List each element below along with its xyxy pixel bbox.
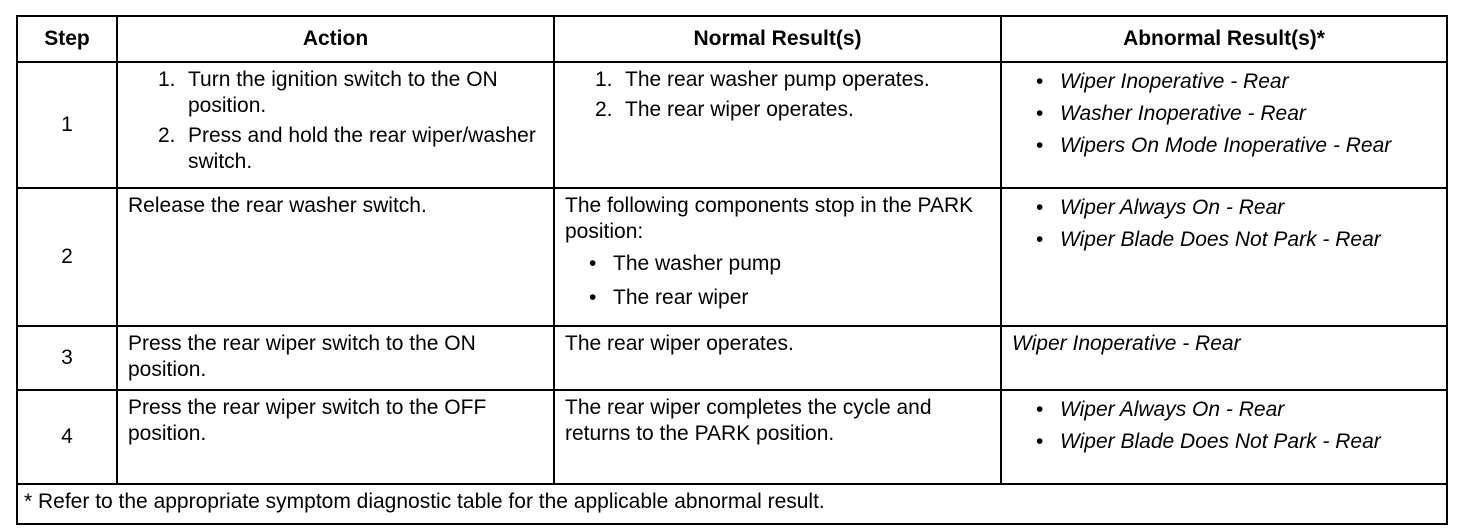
normal-result-cell xyxy=(554,62,1001,188)
abnormal-result-link: • Wiper Blade Does Not Park - Rear xyxy=(1036,228,1381,251)
action-text: Press the rear wiper switch to the OFF position. xyxy=(128,396,487,445)
abnormal-result-cell xyxy=(1001,62,1447,188)
action-cell xyxy=(117,188,554,326)
header-row xyxy=(17,16,1447,62)
header-step: Step xyxy=(17,16,117,62)
table-row xyxy=(17,62,1447,188)
action-step: 2. Press and hold the rear wiper/washer switch. xyxy=(158,124,536,173)
step-number: 1 xyxy=(17,62,117,188)
header-abnormal-results: Abnormal Result(s)* xyxy=(1001,16,1447,62)
footnote-row xyxy=(17,484,1447,524)
normal-result-cell xyxy=(554,390,1001,484)
footnote: * Refer to the appropriate symptom diagnostic table for the applicable abnormal result. xyxy=(17,484,1447,524)
abnormal-result-link: • Wiper Always On - Rear xyxy=(1036,196,1285,219)
normal-result-item: 2. The rear wiper operates. xyxy=(595,98,854,121)
action-step: 1. Turn the ignition switch to the ON position. xyxy=(158,68,498,117)
abnormal-result-link: Wiper Inoperative - Rear xyxy=(1012,332,1241,355)
header-normal-results: Normal Result(s) xyxy=(554,16,1001,62)
abnormal-result-cell xyxy=(1001,390,1447,484)
action-text: Press the rear wiper switch to the ON position. xyxy=(128,332,476,381)
table-row xyxy=(17,188,1447,326)
normal-result-item: • The rear wiper xyxy=(589,286,749,309)
normal-result-text: The rear wiper operates. xyxy=(565,332,794,355)
action-cell xyxy=(117,390,554,484)
normal-result-text: The following components stop in the PARK position: xyxy=(565,194,974,243)
abnormal-result-cell xyxy=(1001,188,1447,326)
table-row xyxy=(17,326,1447,390)
table-row xyxy=(17,390,1447,484)
normal-result-item: • The washer pump xyxy=(589,252,782,275)
abnormal-result-link: • Wiper Always On - Rear xyxy=(1036,398,1285,421)
step-number: 4 xyxy=(17,390,117,484)
diagnostic-table xyxy=(16,15,1448,525)
abnormal-result-link: • Wiper Inoperative - Rear xyxy=(1036,70,1289,93)
action-cell xyxy=(117,326,554,390)
normal-result-cell xyxy=(554,326,1001,390)
normal-result-item: 1. The rear washer pump operates. xyxy=(595,68,930,91)
normal-result-cell xyxy=(554,188,1001,326)
step-number: 2 xyxy=(17,188,117,326)
abnormal-result-link: • Wipers On Mode Inoperative - Rear xyxy=(1036,134,1392,157)
step-number: 3 xyxy=(17,326,117,390)
abnormal-result-link: • Washer Inoperative - Rear xyxy=(1036,102,1306,125)
abnormal-result-cell xyxy=(1001,326,1447,390)
action-cell xyxy=(117,62,554,188)
normal-result-text: The rear wiper completes the cycle and returns to the PARK position. xyxy=(565,396,932,445)
header-action: Action xyxy=(117,16,554,62)
action-text: Release the rear washer switch. xyxy=(128,194,427,217)
abnormal-result-link: • Wiper Blade Does Not Park - Rear xyxy=(1036,430,1381,453)
